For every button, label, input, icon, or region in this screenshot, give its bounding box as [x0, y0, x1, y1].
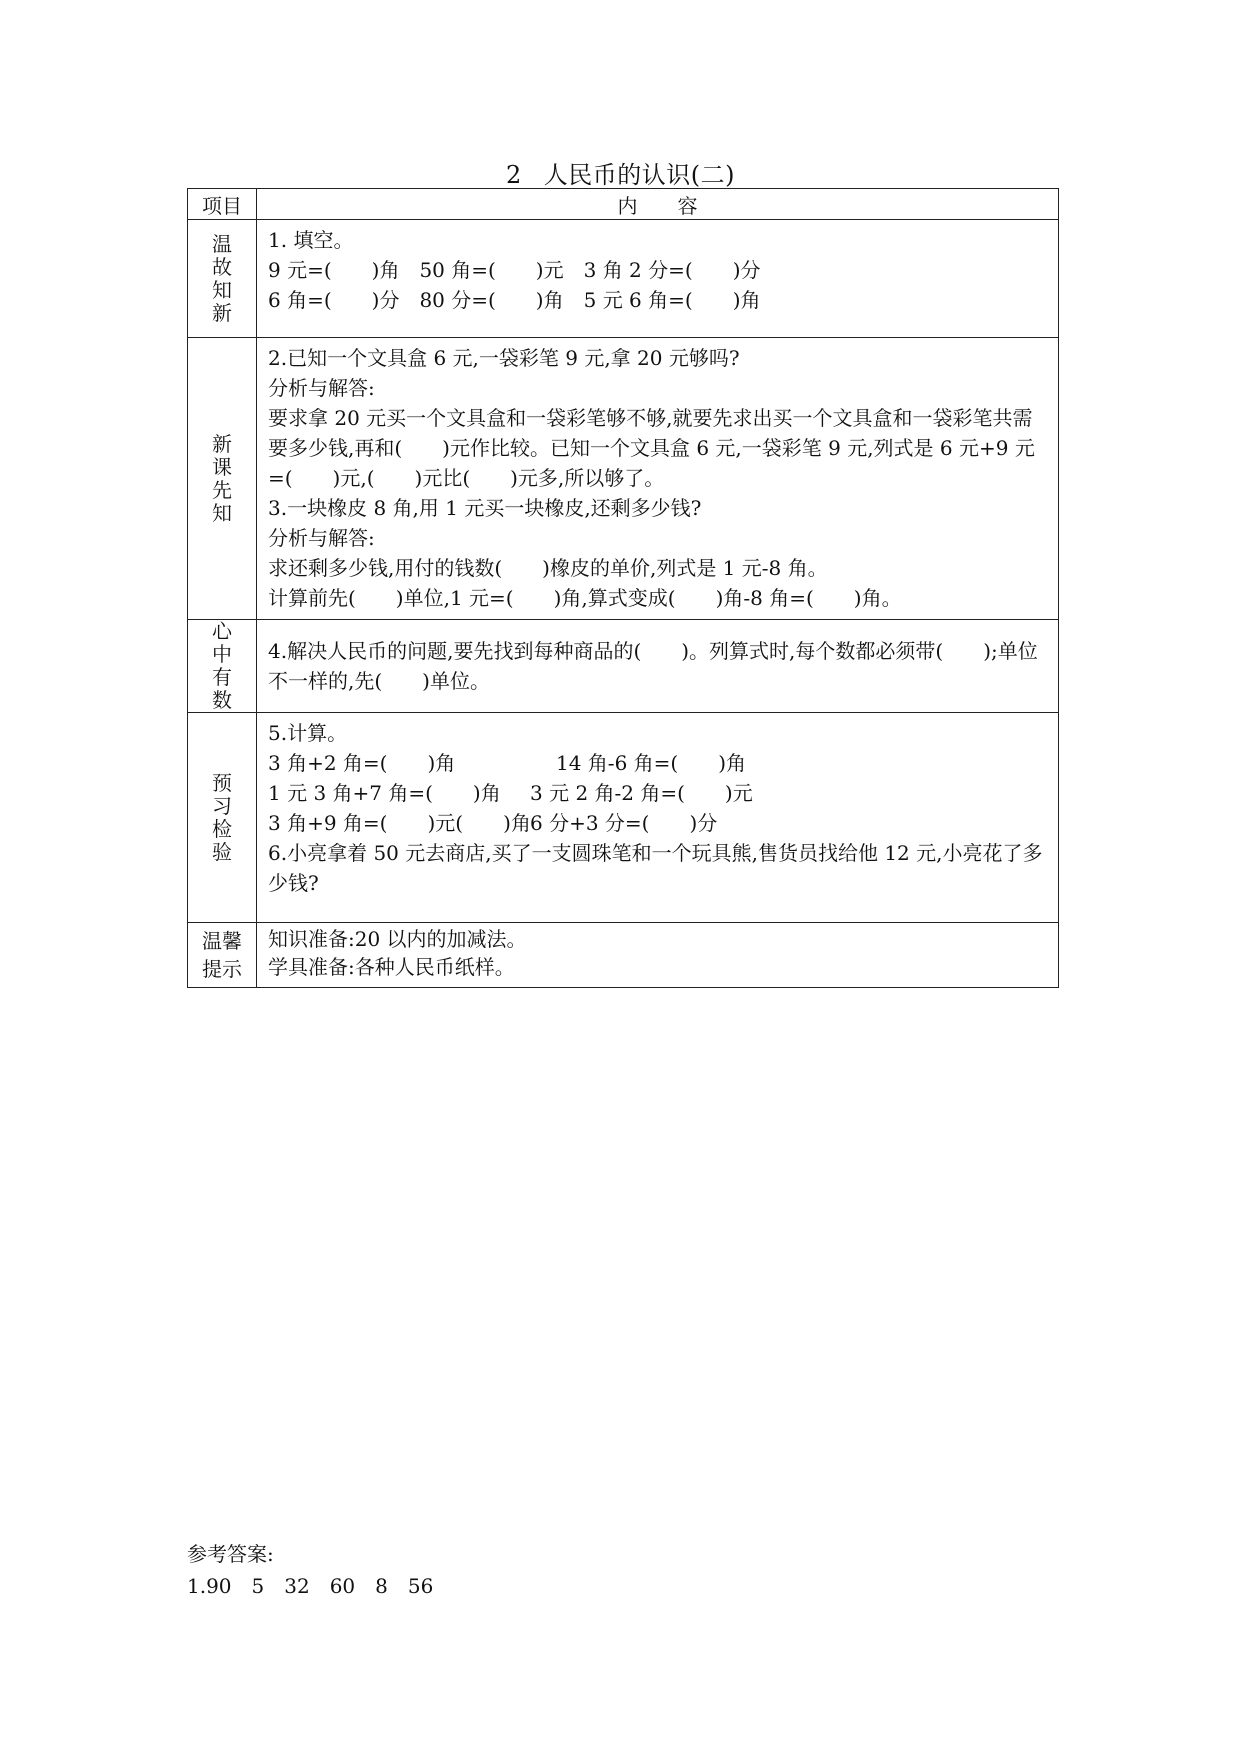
header-item: 项目 [188, 189, 257, 220]
question-paragraph: 4.解决人民币的问题,要先找到每种商品的( )。列算式时,每个数都必须带( );单位不一样的,先( )单位。 [268, 638, 1038, 693]
category-summary: 心 中 有 数 [188, 620, 257, 713]
question-line: 2.已知一个文具盒 6 元,一袋彩笔 9 元,拿 20 元够吗? [268, 346, 740, 370]
table-row [188, 620, 1059, 713]
question-line: 求还剩多少钱,用付的钱数( )橡皮的单价,列式是 1 元-8 角。 [268, 556, 828, 580]
table-row [188, 923, 1059, 988]
category-review: 温 故 知 新 [188, 220, 257, 338]
content-cell [257, 713, 1059, 923]
category-new-lesson: 新 课 先 知 [188, 338, 257, 620]
worksheet-table [187, 188, 1059, 988]
question-line: 3 角+9 角=( )元( )角6 分+3 分=( )分 [268, 811, 718, 835]
question-paragraph: 要求拿 20 元买一个文具盒和一袋彩笔够不够,就要先求出买一个文具盒和一袋彩笔共需要多少钱,再和( )元作比较。已知一个文具盒 6 元,一袋彩笔 9 元,列式是 6 元+9 元=( )元,( )元比( )元多,所以够了。 [268, 406, 1035, 490]
question-line: 分析与解答: [268, 376, 375, 400]
header-content: 内 容 [257, 189, 1059, 220]
content-cell [257, 620, 1059, 713]
category-preview-check: 预 习 检 验 [188, 713, 257, 923]
answer-label: 参考答案: [187, 1542, 274, 1566]
table-row [188, 713, 1059, 923]
question-line: 6 角=( )分 80 分=( )角 5 元 6 角=( )角 [268, 288, 761, 312]
table-row [188, 220, 1059, 338]
lesson-title: 人民币的认识(二) [543, 161, 735, 189]
question-line: 9 元=( )角 50 角=( )元 3 角 2 分=( )分 [268, 258, 761, 282]
content-cell [257, 338, 1059, 620]
tip-line: 学具准备:各种人民币纸样。 [268, 955, 515, 979]
question-line: 1. 填空。 [268, 228, 354, 252]
table-row [188, 338, 1059, 620]
page-title [0, 155, 1241, 190]
question-line: 3 角+2 角=( )角 14 角-6 角=( )角 [268, 751, 747, 775]
question-line: 3.一块橡皮 8 角,用 1 元买一块橡皮,还剩多少钱? [268, 496, 702, 520]
answer-line: 1.90 5 32 60 8 56 [187, 1574, 434, 1598]
lesson-number: 2 [505, 161, 522, 189]
question-paragraph: 6.小亮拿着 50 元去商店,买了一支圆珠笔和一个玩具熊,售货员找给他 12 元,小亮花了多少钱? [268, 841, 1043, 895]
question-line: 5.计算。 [268, 721, 348, 745]
answer-section [187, 1538, 433, 1602]
category-tips: 温馨 提示 [188, 923, 257, 988]
question-line: 计算前先( )单位,1 元=( )角,算式变成( )角-8 角=( )角。 [268, 586, 902, 610]
content-cell [257, 220, 1059, 338]
question-line: 1 元 3 角+7 角=( )角 3 元 2 角-2 角=( )元 [268, 781, 753, 805]
question-line: 分析与解答: [268, 526, 375, 550]
content-cell [257, 923, 1059, 988]
tip-line: 知识准备:20 以内的加减法。 [268, 927, 527, 951]
